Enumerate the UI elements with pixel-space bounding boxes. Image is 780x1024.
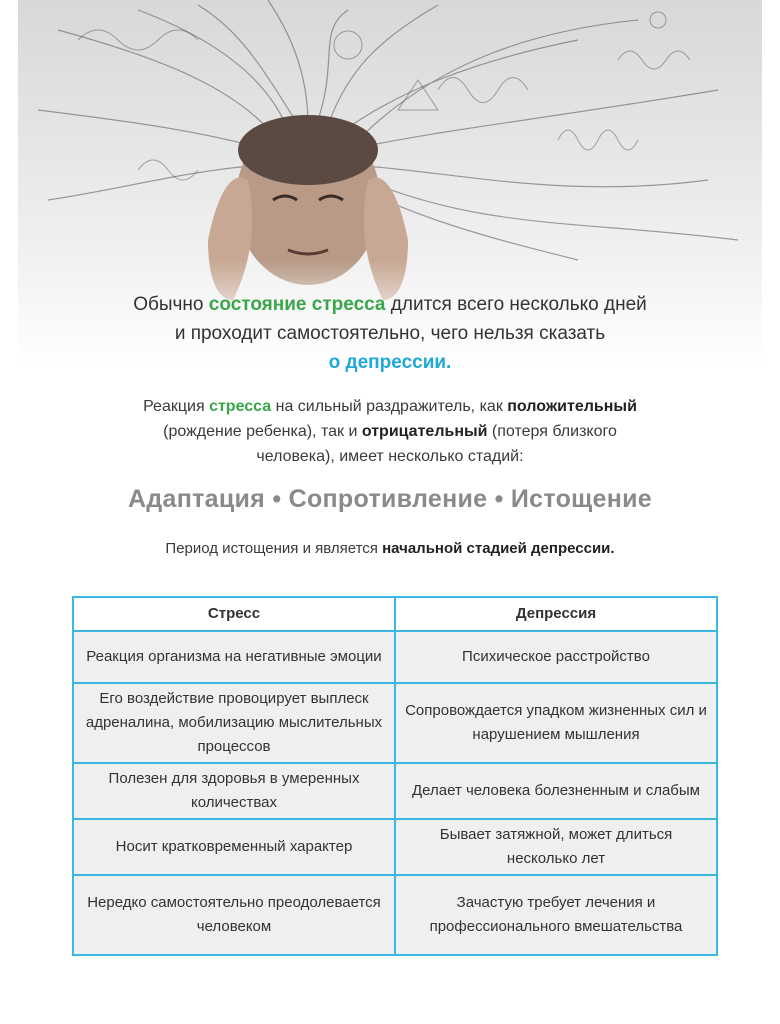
table-row [73,875,717,955]
table-cell: Его воздействие провоцирует выплеск адреналина, мобилизацию мыслительных процессов [73,683,395,763]
header-stress: Стресс [73,597,395,631]
header-depression: Депрессия [395,597,717,631]
depression-highlight: о депрессии. [328,352,452,373]
table-cell: Полезен для здоровья в умеренных количествах [73,763,395,819]
table-cell: Психическое расстройство [395,631,717,683]
table-cell: Нередко самостоятельно преодолевается человеком [73,875,395,955]
table-cell: Сопровождается упадком жизненных сил и нарушением мышления [395,683,717,763]
table-cell: Зачастую требует лечения и профессионального вмешательства [395,875,717,955]
period-text: Период истощения и является начальной стадией депрессии. [165,540,615,557]
comparison-table [72,596,718,956]
table-row [73,819,717,875]
stages-heading: Адаптация • Сопротивление • Истощение [127,485,653,513]
table-cell: Делает человека болезненным и слабым [395,763,717,819]
stress-state-highlight: состояние стресса [208,294,386,315]
table-row [73,631,717,683]
table-cell: Бывает затяжной, может длиться несколько лет [395,819,717,875]
table-row [73,683,717,763]
intro-text: Обычно состояние стресса длится всего несколько дней и проходит самостоятельно, чего нельзя сказать о депрессии. [40,290,740,377]
table-cell: Реакция организма на негативные эмоции [73,631,395,683]
table-header-row [73,597,717,631]
table-cell: Носит кратковременный характер [73,819,395,875]
stress-reaction-paragraph: Реакция стресса на сильный раздражитель, как положительный (рождение ребенка), так и отрицательный (потеря близкого человека), имеет несколько стадий: [143,398,637,465]
table-row [73,763,717,819]
